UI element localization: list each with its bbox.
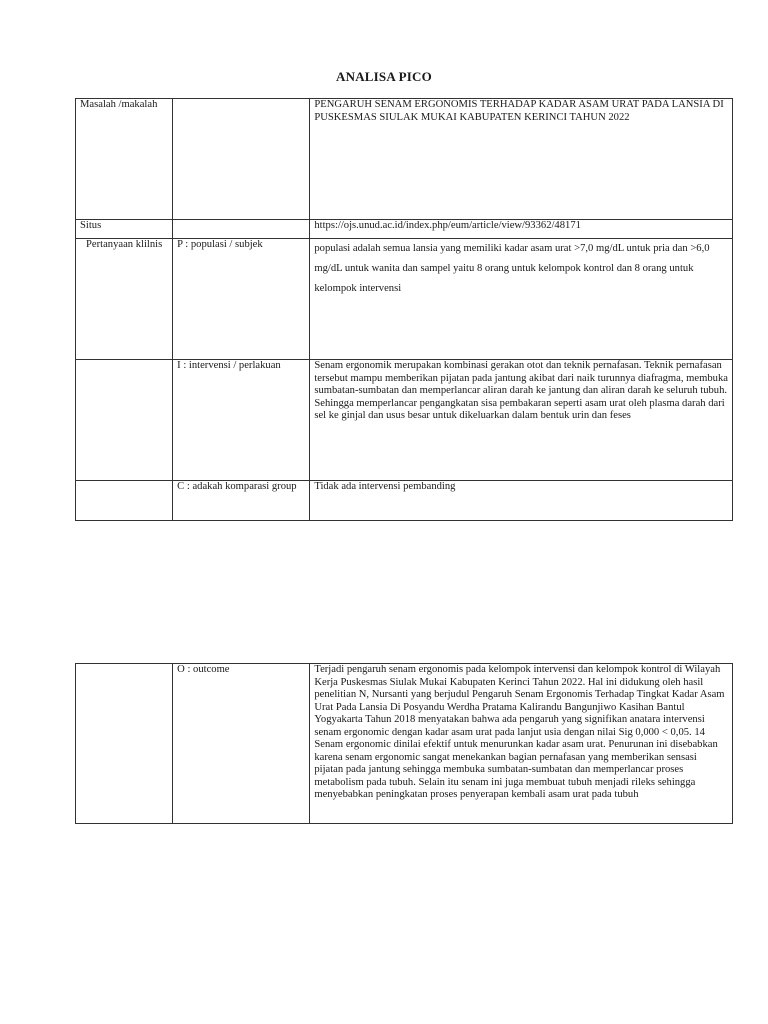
c-label: C : adakah komparasi group	[173, 481, 310, 521]
i-value: Senam ergonomik merupakan kombinasi gerakan otot dan teknik pernafasan. Teknik pernafasan tersebut mampu memberikan pijatan pada jantung akibat dari naik turunnya diafragma, membuka sumbatan-sumbatan dan memperlancar aliran darah ke jantung dan aliran darah ke seluruh tubuh. Sehingga memperlancar pengangkatan sisa pembakaran seperti asam urat oleh plasma darah dari sel ke ginjal dan usus besar untuk dikeluarkan dalam bentuk urin dan feses	[310, 360, 733, 481]
table-row-komparasi	[76, 481, 733, 521]
pertanyaan-label: Pertanyaan klilnis	[76, 239, 173, 360]
p-value: populasi adalah semua lansia yang memiliki kadar asam urat >7,0 mg/dL untuk pria dan >6,0 mg/dL untuk wanita dan sampel yaitu 8 orang untuk kelompok kontrol dan 8 orang untuk kelompok intervensi	[310, 239, 733, 360]
situs-link[interactable]: https://ojs.unud.ac.id/index.php/eum/article/view/93362/48171	[310, 220, 733, 239]
table-row-masalah	[76, 99, 733, 220]
masalah-label: Masalah /makalah	[76, 99, 173, 220]
empty-cell	[76, 360, 173, 481]
i-label: I : intervensi / perlakuan	[173, 360, 310, 481]
table-row-outcome	[76, 664, 733, 824]
empty-cell	[173, 99, 310, 220]
p-label: P : populasi / subjek	[173, 239, 310, 360]
empty-cell	[76, 481, 173, 521]
c-value: Tidak ada intervensi pembanding	[310, 481, 733, 521]
table-row-intervensi	[76, 360, 733, 481]
o-label: O : outcome	[173, 664, 310, 824]
outcome-table	[75, 663, 733, 824]
pico-table	[75, 98, 733, 521]
situs-label: Situs	[76, 220, 173, 239]
masalah-value: PENGARUH SENAM ERGONOMIS TERHADAP KADAR ASAM URAT PADA LANSIA DI PUSKESMAS SIULAK MUKAI KABUPATEN KERINCI TAHUN 2022	[310, 99, 733, 220]
document-title: ANALISA PICO	[336, 69, 432, 84]
empty-cell	[173, 220, 310, 239]
o-value: Terjadi pengaruh senam ergonomis pada kelompok intervensi dan kelompok kontrol di Wilayah Kerja Puskesmas Siulak Mukai Kabupaten Kerinci Tahun 2022. Hal ini didukung oleh hasil penelitian N, Nursanti yang berjudul Pengaruh Senam Ergonomis Terhadap Tingkat Kadar Asam Urat Pada Lansia Di Posyandu Werdha Pratama Kalirandu Bangunjiwo Kasihan Bantul Yogyakarta Tahun 2018 menyatakan bahwa ada pengaruh yang signifikan anatara intervensi senam ergonomic dengan kadar asam urat pada lanjut usia dengan nilai Sig 0,000 < 0,05. 14 Senam ergonomic dinilai efektif untuk menurunkan kadar asam urat. Penurunan ini disebabkan karena senam ergonomic sangat menekankan bagian pernafasan yang memberikan sensasi pijatan pada jantung sehingga membuka sumbatan-sumbatan dan memperlancar proses metabolism pada tubuh. Selain itu senam ini juga membuat tubuh menjadi rileks sehingga menyebabkan peningkatan proses penyerapan kembali asam urat pada tubuh	[310, 664, 733, 824]
table-row-situs	[76, 220, 733, 239]
empty-cell	[76, 664, 173, 824]
table-row-populasi	[76, 239, 733, 360]
